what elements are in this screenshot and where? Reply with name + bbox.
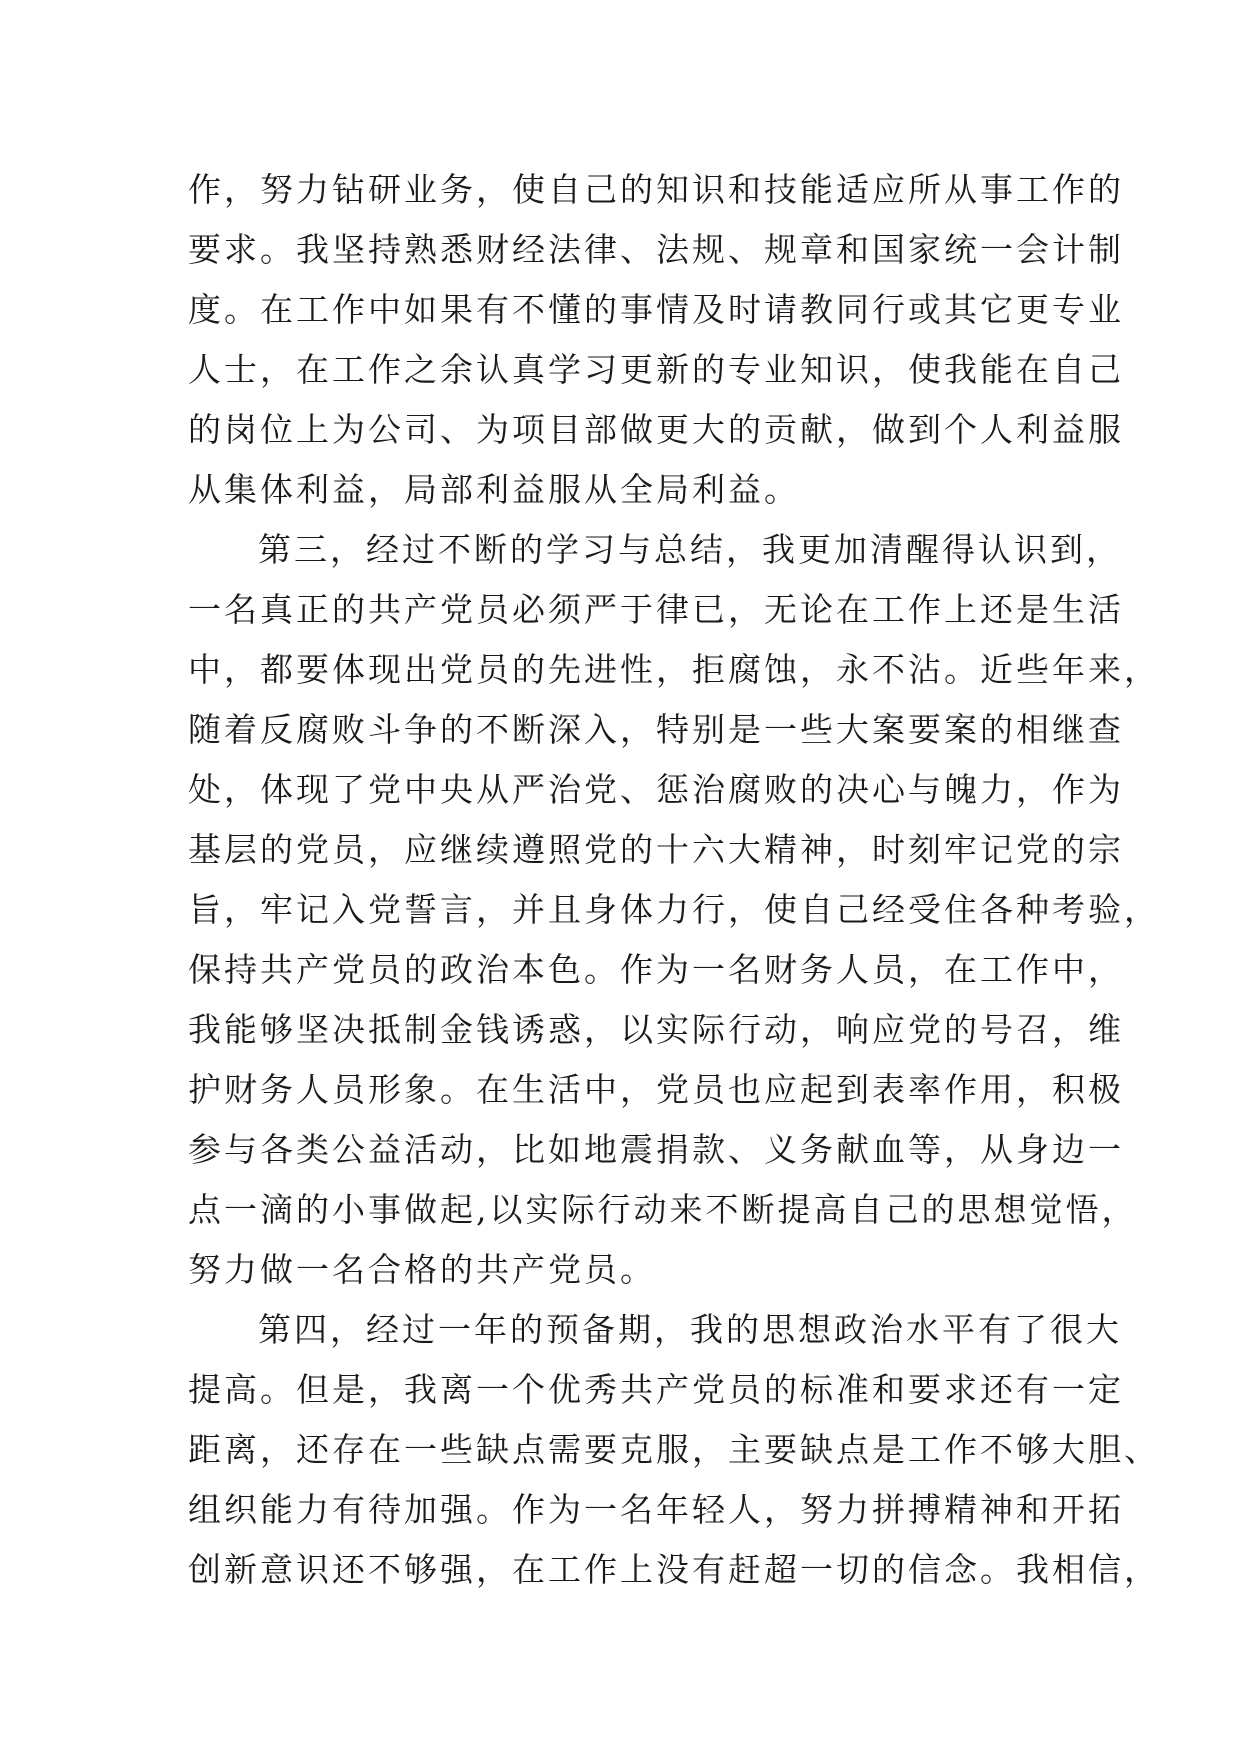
paragraph-start-line: 第三，经过不断的学习与总结，我更加清醒得认识到， bbox=[258, 530, 1122, 569]
text-line: 组织能力有待加强。作为一名年轻人，努力拼搏精神和开拓 bbox=[188, 1490, 1124, 1529]
text-line: 要求。我坚持熟悉财经法律、法规、规章和国家统一会计制 bbox=[188, 230, 1124, 269]
document-body bbox=[188, 160, 1160, 1600]
text-line: 处，体现了党中央从严治党、惩治腐败的决心与魄力，作为 bbox=[188, 770, 1124, 809]
text-line: 创新意识还不够强，在工作上没有赶超一切的信念。我相信， bbox=[188, 1550, 1160, 1589]
text-line: 提高。但是，我离一个优秀共产党员的标准和要求还有一定 bbox=[188, 1370, 1124, 1409]
text-line: 一名真正的共产党员必须严于律已，无论在工作上还是生活 bbox=[188, 590, 1124, 629]
text-line: 参与各类公益活动，比如地震捐款、义务献血等，从身边一 bbox=[188, 1130, 1124, 1169]
text-line: 距离，还存在一些缺点需要克服，主要缺点是工作不够大胆、 bbox=[188, 1430, 1160, 1469]
text-line: 度。在工作中如果有不懂的事情及时请教同行或其它更专业 bbox=[188, 290, 1124, 329]
text-line: 作，努力钻研业务，使自己的知识和技能适应所从事工作的 bbox=[188, 170, 1124, 209]
text-line: 从集体利益，局部利益服从全局利益。 bbox=[188, 470, 800, 509]
text-line: 点一滴的小事做起,以实际行动来不断提高自己的思想觉悟， bbox=[188, 1190, 1138, 1229]
text-line: 护财务人员形象。在生活中，党员也应起到表率作用，积极 bbox=[188, 1070, 1124, 1109]
text-line: 保持共产党员的政治本色。作为一名财务人员，在工作中， bbox=[188, 950, 1124, 989]
text-line: 我能够坚决抵制金钱诱惑，以实际行动，响应党的号召，维 bbox=[188, 1010, 1124, 1049]
text-line: 中，都要体现出党员的先进性，拒腐蚀，永不沾。近些年来， bbox=[188, 650, 1160, 689]
text-line: 旨，牢记入党誓言，并且身体力行，使自己经受住各种考验， bbox=[188, 890, 1160, 929]
text-line: 人士，在工作之余认真学习更新的专业知识，使我能在自己 bbox=[188, 350, 1124, 389]
text-line: 基层的党员，应继续遵照党的十六大精神，时刻牢记党的宗 bbox=[188, 830, 1124, 869]
paragraph-start-line: 第四，经过一年的预备期，我的思想政治水平有了很大 bbox=[258, 1310, 1122, 1349]
text-line: 随着反腐败斗争的不断深入，特别是一些大案要案的相继查 bbox=[188, 710, 1124, 749]
text-line: 的岗位上为公司、为项目部做更大的贡献，做到个人利益服 bbox=[188, 410, 1124, 449]
text-line: 努力做一名合格的共产党员。 bbox=[188, 1250, 656, 1289]
